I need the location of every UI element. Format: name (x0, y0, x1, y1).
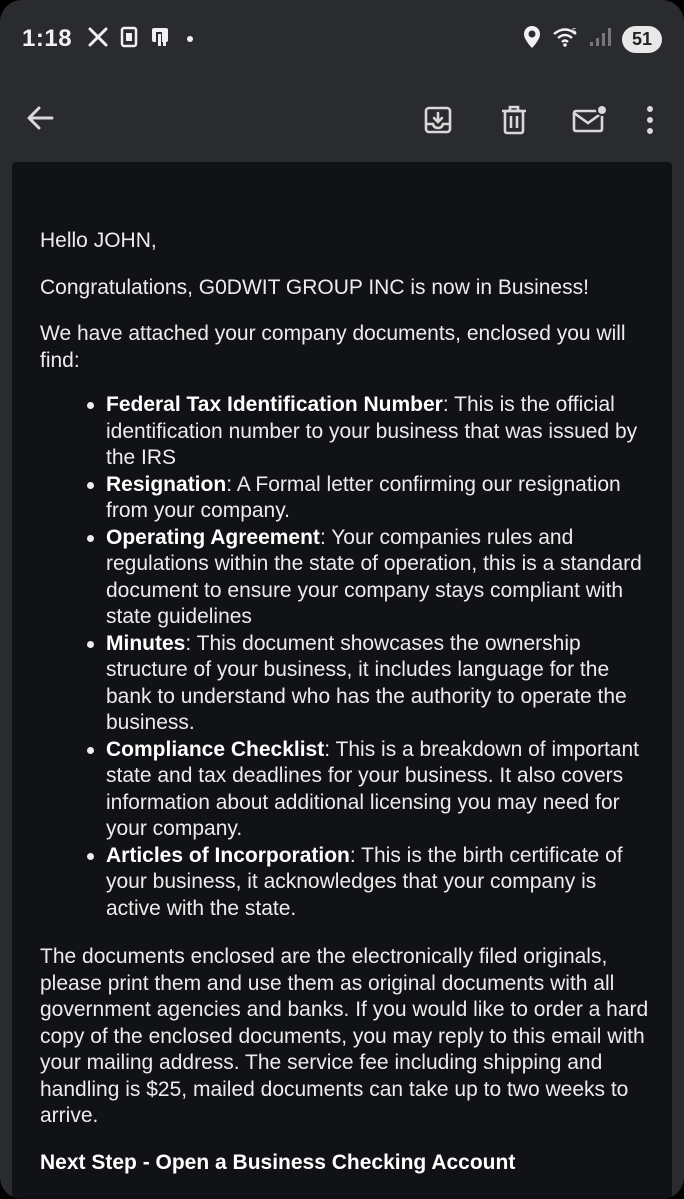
notification-icons (88, 25, 194, 54)
x-logo-icon (88, 27, 108, 52)
congrats-line: Congratulations, G0DWIT GROUP INC is now in Business! (40, 275, 589, 299)
list-item: Operating Agreement: Your companies rules and regulations within the state of operation, this is a standard document to ensure your company stays compliant with state guidelines (106, 525, 652, 631)
list-item: Resignation: A Formal letter confirming our resignation from your company. (106, 472, 652, 525)
dot-icon (186, 30, 194, 48)
svg-text:5: 5 (572, 26, 577, 36)
notification-icon (150, 25, 174, 54)
trash-icon[interactable] (494, 100, 534, 140)
intro-line: We have attached your company documents, enclosed you will find: (40, 322, 626, 372)
battery-badge: 51 (622, 26, 662, 53)
closing-paragraph: The documents enclosed are the electronically filed originals, please print them and use them as original documents with all government agencies and banks. If you would like to order a hard copy of the enclosed documents, you may reply to this email with your mailing address. The service fee including shipping and handling is $25, mailed documents can take up to two weeks to arrive. (40, 945, 649, 1127)
location-icon (522, 25, 542, 54)
list-item: Articles of Incorporation: This is the birth certificate of your business, it acknowledges that your company is active with the state. (106, 843, 652, 923)
documents-list (40, 392, 652, 922)
list-item: Federal Tax Identification Number: This is the official identification number to your business that was issued by the IRS (106, 392, 652, 472)
status-bar (0, 0, 684, 78)
clock: 1:18 (22, 25, 73, 52)
email-content (40, 228, 652, 1176)
signal-icon (588, 26, 612, 53)
list-item: Minutes: This document showcases the ownership structure of your business, it includes language for the bank to understand who has the authority to operate the business. (106, 631, 652, 737)
archive-icon[interactable] (418, 100, 458, 140)
app-bar (0, 78, 684, 162)
greeting: Hello JOHN, (40, 229, 157, 252)
sim-card-icon (120, 26, 138, 53)
email-body (12, 162, 672, 1199)
more-vert-icon[interactable] (640, 100, 660, 140)
back-arrow-icon[interactable] (24, 102, 56, 139)
system-icons (522, 25, 662, 54)
list-item: Compliance Checklist: This is a breakdown of important state and tax deadlines for your business. It also covers information about additional licensing you may need for your company. (106, 737, 652, 843)
mark-unread-icon[interactable] (570, 100, 610, 140)
next-step-heading: Next Step - Open a Business Checking Account (40, 1150, 516, 1174)
wifi-icon (552, 26, 578, 53)
